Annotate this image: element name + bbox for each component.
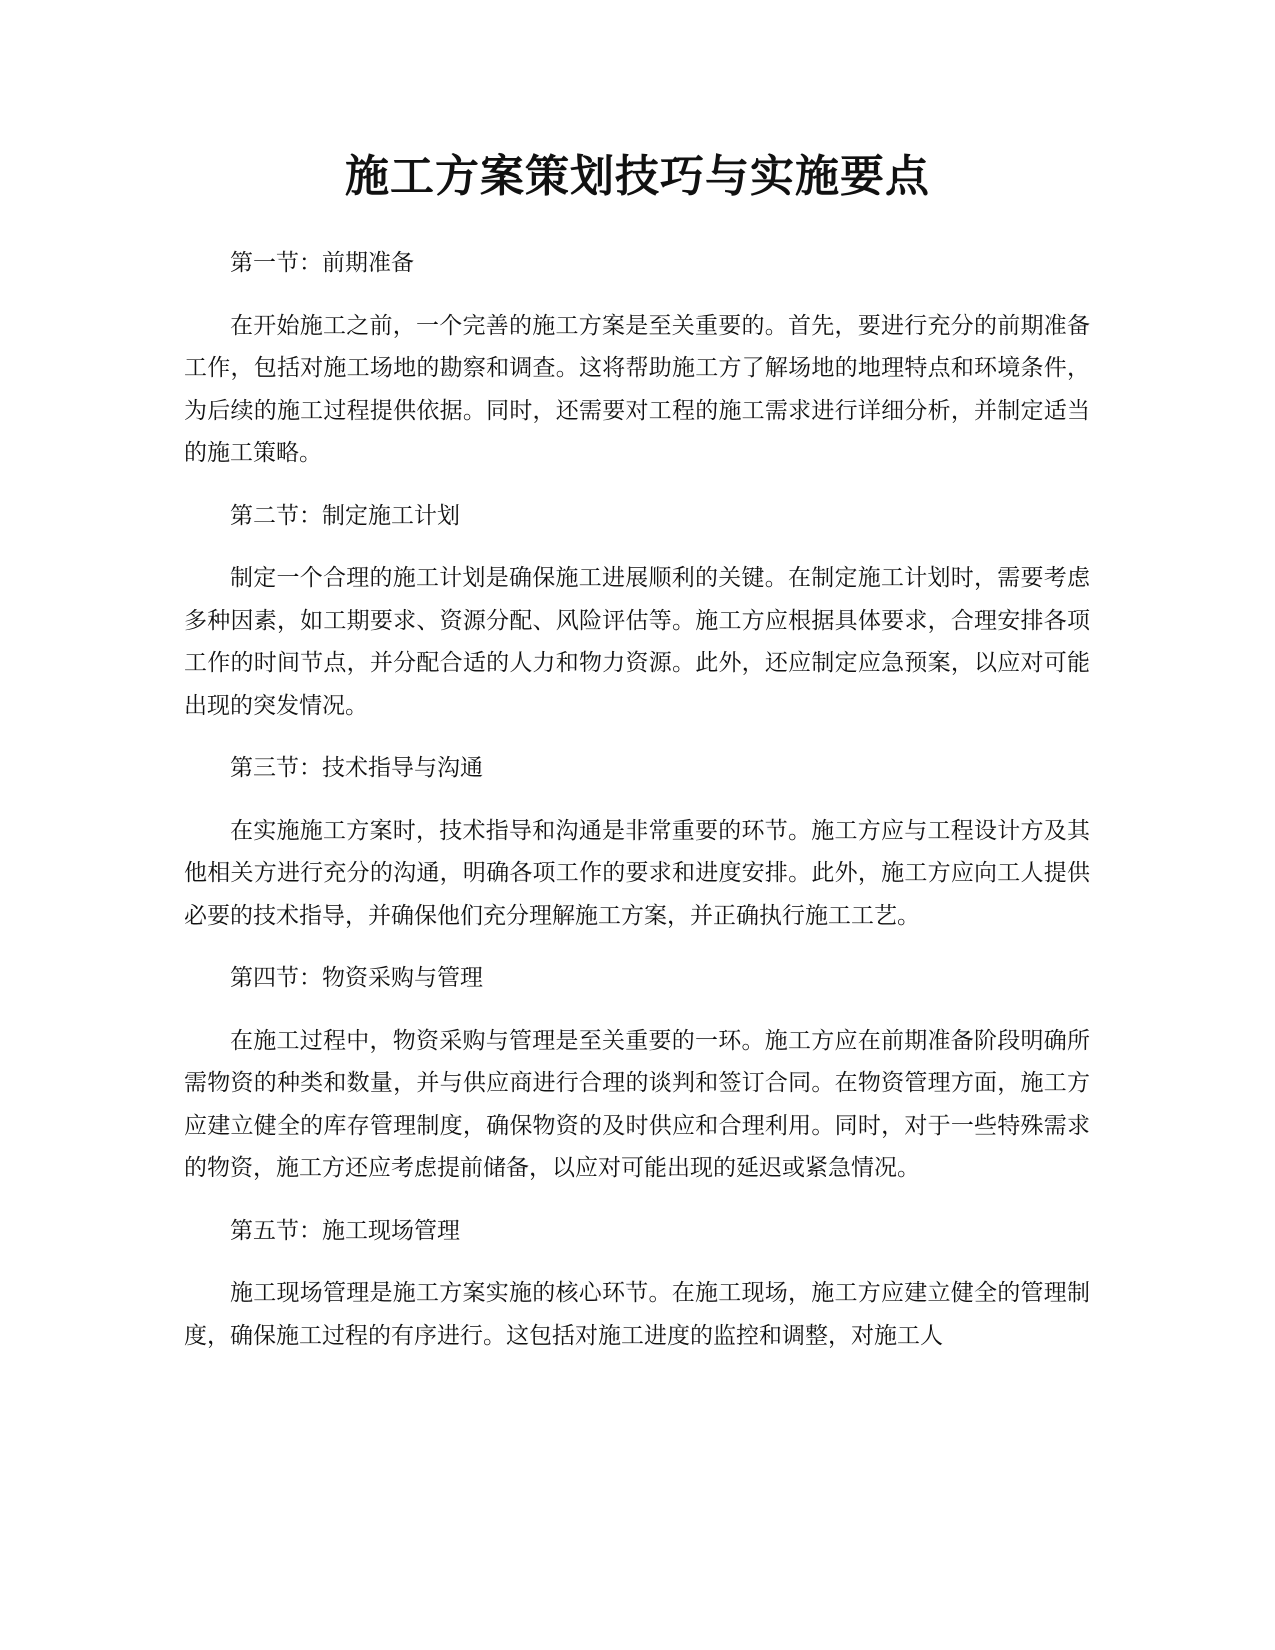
section-heading-4: 第四节：物资采购与管理	[230, 965, 483, 991]
section-heading-1: 第一节：前期准备	[230, 250, 414, 276]
section-paragraph-5: 施工现场管理是施工方案实施的核心环节。在施工现场，施工方应建立健全的管理制度，确保施工过程的有序进行。这包括对施工进度的监控和调整，对施工人	[184, 1280, 1090, 1349]
section-heading-5: 第五节：施工现场管理	[230, 1217, 460, 1244]
section-paragraph-2: 制定一个合理的施工计划是确保施工进展顺利的关键。在制定施工计划时，需要考虑多种因素，如工期要求、资源分配、风险评估等。施工方应根据具体要求，合理安排各项工作的时间节点，并分配合适的人力和物力资源。此外，还应制定应急预案，以应对可能出现的突发情况。	[184, 565, 1090, 719]
section-paragraph-1: 在开始施工之前，一个完善的施工方案是至关重要的。首先，要进行充分的前期准备工作，包括对施工场地的勘察和调查。这将帮助施工方了解场地的地理特点和环境条件，为后续的施工过程提供依据。同时，还需要对工程的施工需求进行详细分析，并制定适当的施工策略。	[184, 312, 1090, 466]
section-heading-2: 第二节：制定施工计划	[230, 502, 460, 529]
section-paragraph-3: 在实施施工方案时，技术指导和沟通是非常重要的环节。施工方应与工程设计方及其他相关方进行充分的沟通，明确各项工作的要求和进度安排。此外，施工方应向工人提供必要的技术指导，并确保他们充分理解施工方案，并正确执行施工工艺。	[184, 817, 1090, 929]
section-heading-3: 第三节：技术指导与沟通	[230, 755, 483, 781]
document-body	[184, 242, 1090, 1377]
document-title: 施工方案策划技巧与实施要点	[345, 151, 930, 202]
section-paragraph-4: 在施工过程中，物资采购与管理是至关重要的一环。施工方应在前期准备阶段明确所需物资的种类和数量，并与供应商进行合理的谈判和签订合同。在物资管理方面，施工方应建立健全的库存管理制度，确保物资的及时供应和合理利用。同时，对于一些特殊需求的物资，施工方还应考虑提前储备，以应对可能出现的延迟或紧急情况。	[184, 1027, 1090, 1181]
